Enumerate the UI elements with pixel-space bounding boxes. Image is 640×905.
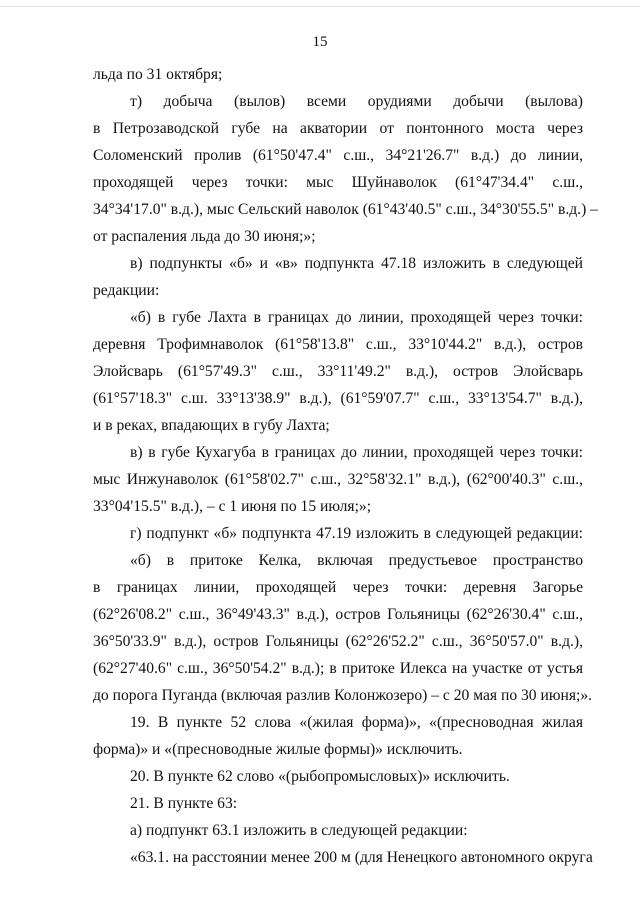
text-line: 21. В пункте 63: (130, 795, 238, 812)
text-line: (62°27'40.6" с.ш., 36°50'54.2" в.д.); в притоке Илекса на участке от устья (93, 660, 583, 677)
text-line: и в реках, впадающих в губу Лахта; (93, 417, 330, 434)
text-line: в) в губе Кухагуба в границах до линии, проходящей через точки: (130, 444, 583, 461)
text-line: 36°50'33.9" в.д.), остров Гольяницы (62°26'52.2" с.ш., 36°50'57.0" в.д.), (93, 633, 583, 650)
text-line: Элойсварь (61°57'49.3" с.ш., 33°11'49.2" в.д.), остров Элойсварь (93, 363, 583, 380)
text-line: 20. В пункте 62 слово «(рыбопромысловых)» исключить. (130, 768, 510, 785)
page-number: 15 (312, 34, 328, 50)
text-line: в Петрозаводской губе на акватории от понтонного моста через (93, 120, 583, 137)
text-line: т) добыча (вылов) всеми орудиями добычи (вылова) (130, 93, 583, 110)
text-line: в) подпункты «б» и «в» подпункта 47.18 изложить в следующей (130, 255, 583, 272)
text-line: 34°34'17.0" в.д.), мыс Сельский наволок (61°43'40.5" с.ш., 34°30'55.5" в.д.) – (93, 201, 598, 218)
text-line: (62°26'08.2" с.ш., 36°49'43.3" в.д.), остров Гольяницы (62°26'30.4" с.ш., (93, 606, 583, 623)
text-line: Соломенский пролив (61°50'47.4" с.ш., 34°21'26.7" в.д.) до линии, (93, 147, 583, 164)
text-line: (61°57'18.3" с.ш. 33°13'38.9" в.д.), (61°59'07.7" с.ш., 33°13'54.7" в.д.), (93, 390, 583, 407)
text-line: г) подпункт «б» подпункта 47.19 изложить в следующей редакции: (130, 525, 583, 542)
text-line: «б) в губе Лахта в границах до линии, проходящей через точки: (130, 309, 583, 326)
text-line: «б) в притоке Келка, включая предустьевое пространство (130, 552, 583, 569)
text-line: 33°04'15.5" в.д.), – с 1 июня по 15 июля;»; (93, 498, 372, 515)
text-line: мыс Инжунаволок (61°58'02.7" с.ш., 32°58'32.1" в.д.), (62°00'40.3" с.ш., (93, 471, 583, 488)
text-line: до порога Пуганда (включая разлив Колонжозеро) – с 20 мая по 30 июня;». (93, 687, 593, 704)
text-line: в границах линии, проходящей через точки: деревня Загорье (93, 579, 583, 596)
text-line: 19. В пункте 52 слова «(жилая форма)», «(пресноводная жилая (130, 714, 583, 731)
text-line: льда по 31 октября; (93, 66, 223, 83)
text-line: редакции: (93, 282, 160, 299)
text-line: форма)» и «(пресноводные жилые формы)» исключить. (93, 741, 463, 758)
text-line: проходящей через точки: мыс Шуйнаволок (61°47'34.4" с.ш., (93, 174, 583, 191)
text-line: «63.1. на расстоянии менее 200 м (для Ненецкого автономного округа (130, 849, 593, 866)
text-line: от распаления льда до 30 июня;»; (93, 228, 316, 245)
page-top-edge (0, 0, 640, 7)
text-line: деревня Трофимнаволок (61°58'13.8" с.ш., 33°10'44.2" в.д.), остров (93, 336, 583, 353)
text-line: а) подпункт 63.1 изложить в следующей редакции: (130, 822, 468, 839)
